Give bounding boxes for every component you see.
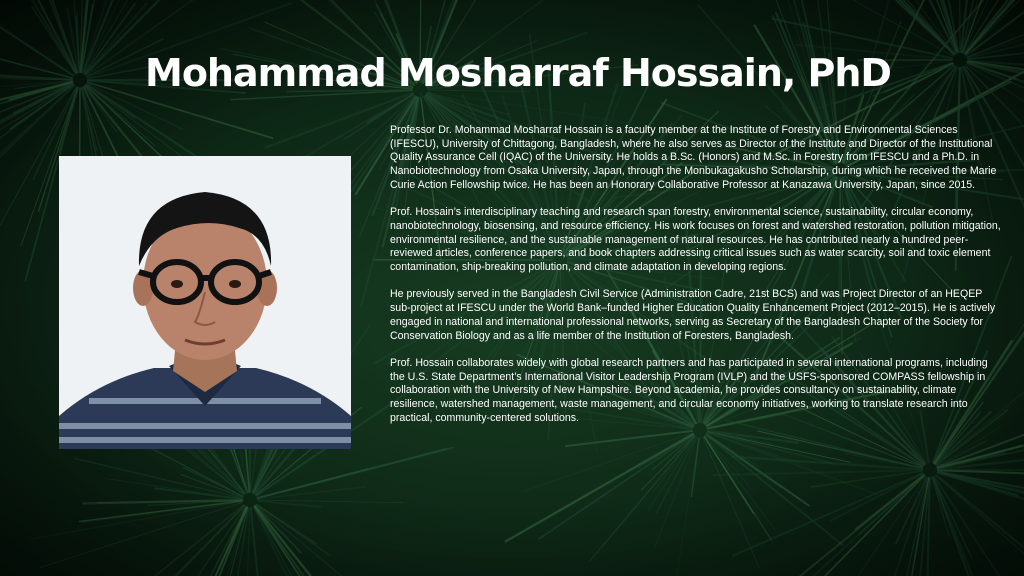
bio-paragraph-4: Prof. Hossain collaborates widely with global research partners and has participated in several international programs, including the U.S. State Department’s International Visitor Leadership Program (IVLP) and the USFS-sponsored COMPASS fellowship in collaboration with the University of New Hampshire. Beyond academia, he provides consultancy on sustainability, climate resilience, watershed management, waste management, and circular economy initiatives, working to translate research into practical, community-centered solutions. bbox=[390, 356, 988, 424]
biography-text bbox=[390, 124, 1002, 439]
bio-paragraph-2: Prof. Hossain’s interdisciplinary teaching and research span forestry, environmental science, sustainability, circular economy, nanobiotechnology, biosensing, and resource efficiency. His work focuses on forest and watershed restoration, pollution mitigation, environmental resilience, and the sustainable management of natural resources. He has contributed nearly a hundred peer-reviewed articles, conference papers, and book chapters addressing critical issues such as water scarcity, soil and toxic element contamination, ship-breaking pollution, and climate adaptation in developing regions. bbox=[390, 206, 1001, 274]
portrait-photo bbox=[59, 156, 351, 449]
bio-paragraph-3: He previously served in the Bangladesh Civil Service (Administration Cadre, 21st BCS) and was Project Director of an HEQEP sub-project at IFESCU under the World Bank–funded Higher Education Quality Enhancement Project (2012–2015). He is actively engaged in national and international professional networks, serving as Secretary of the Bangladesh Chapter of the Society for Conservation Biology and as a life member of the Institution of Foresters, Bangladesh. bbox=[390, 288, 996, 342]
bio-paragraph-1: Professor Dr. Mohammad Mosharraf Hossain is a faculty member at the Institute of Forestry and Environmental Sciences (IFESCU), University of Chittagong, Bangladesh, where he also serves as Director of the Institute and Director of the Institutional Quality Assurance Cell (IQAC) of the University. He holds a B.Sc. (Honors) and M.Sc. in Forestry from IFESCU and a Ph.D. in Nanobiotechnology from Osaka University, Japan, through the Monbukagakusho Scholarship, during which he received the Marie Curie Action Fellowship twice. He has been an Honorary Collaborative Professor at Kanazawa University, Japan, since 2015. bbox=[390, 124, 997, 191]
portrait-illustration bbox=[59, 156, 351, 449]
page-title: Mohammad Mosharraf Hossain, PhD bbox=[145, 51, 891, 95]
